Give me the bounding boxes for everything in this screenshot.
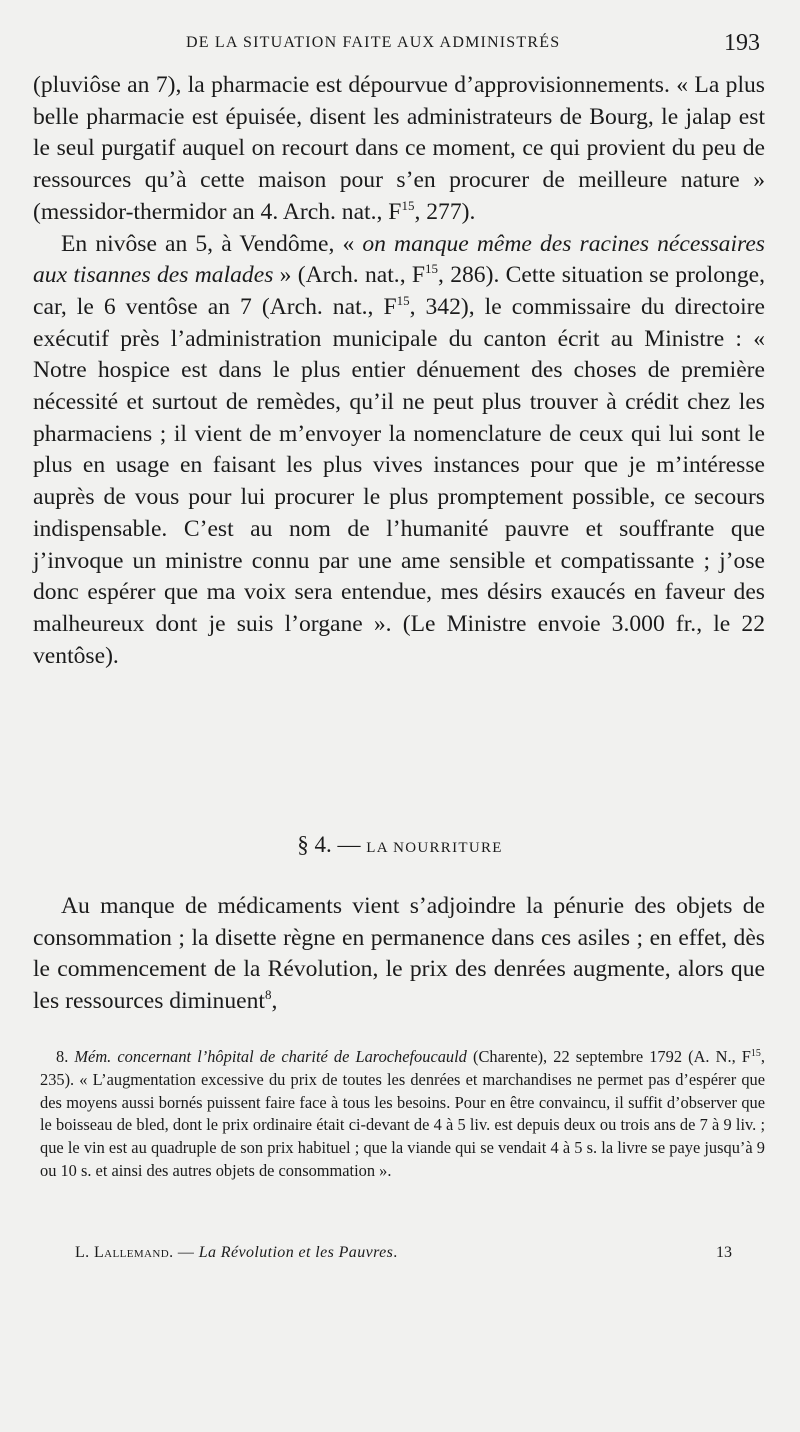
paragraph-2-italic-quote: on manque même des racines nécessaires aux tisannes des malades — [33, 230, 765, 289]
paragraph-1 — [33, 70, 765, 229]
page-number: 193 — [724, 30, 760, 56]
paragraph-2-lead: En nivôse an 5, à Vendôme, « — [61, 230, 363, 257]
footer-end: . — [393, 1244, 398, 1261]
paragraph-3 — [33, 891, 765, 1018]
running-header — [0, 30, 800, 60]
paragraph-1-superscript: 15 — [401, 197, 415, 213]
paragraph-2 — [33, 229, 765, 673]
paragraph-2-mid: , 286). Cette situation se prolonge, car, le 6 ventôse an 7 (Arch. nat., F — [33, 262, 766, 320]
footer-separator: . — — [169, 1244, 199, 1261]
section-title: LA NOURRITURE — [366, 840, 503, 856]
footnote-source-title: Mém. concernant l’hôpital de charité de Larochefoucauld — [74, 1047, 467, 1066]
paragraph-2-superscript-2: 15 — [396, 292, 410, 308]
footnote-number: 8. — [56, 1047, 75, 1066]
paragraph-1-text: (pluviôse an 7), la pharmacie est dépourvue d’approvisionnements. « La plus belle pharmacie est épuisée, disent les administrateurs de Bourg, le jalap est le seul purgatif auquel on recourt dans ce moment, ce qui provient du peu de ressources qu’à cette maison pour s’en procurer de meilleure nature » (messidor-thermidor an 4. Arch. nat., F — [33, 72, 765, 225]
body-text-bottom — [33, 891, 765, 1018]
paragraph-3-tail: , — [271, 988, 278, 1015]
footnote-reference: 8 — [264, 987, 272, 1003]
footnote-source-rest: (Charente), 22 septembre 1792 (A. N., F — [466, 1047, 751, 1066]
paragraph-2-after-quote: » (Arch. nat., F — [273, 262, 426, 289]
running-title: DE LA SITUATION FAITE AUX ADMINISTRÉS — [186, 34, 561, 51]
section-heading — [0, 832, 800, 858]
footer-credit — [75, 1244, 398, 1262]
section-dash: — — [331, 832, 367, 857]
section-number: § 4. — [297, 832, 332, 857]
paragraph-3-text: Au manque de médicaments vient s’adjoindre la pénurie des objets de consommation ; la disette règne en permanence dans ces asiles ; en effet, dès le commencement de la Révolution, le prix des denrées augmente, alors que les ressources diminuent — [33, 893, 765, 1015]
paragraph-2-rest: , 342), le commissaire du directoire exécutif près l’administration municipale du canton écrit au Ministre : « Notre hospice est dans le plus entier dénuement des choses de première nécessité et surtout de remèdes, qu’il ne peut plus trouver à crédit chez les pharmaciens ; il vient de m’envoyer la nomenclature de ceux qui lui sont le plus en usage en faisant les plus vives instances pour que je m’intéresse auprès de vous pour lui procurer le plus promptement possible, ce secours indispensable. C’est au nom de l’humanité pauvre et souffrante que j’invoque un ministre connu par une ame sensible et compatissante ; j’ose donc espérer que ma voix sera entendue, mes désirs exaucés en faveur des malheureux dont je suis l’organe ». (Le Ministre envoie 3.000 fr., le 22 ventôse). — [33, 293, 765, 669]
paragraph-1-tail: , 277). — [414, 198, 476, 225]
page-footer — [0, 1244, 800, 1274]
author-initial: L. — [75, 1244, 94, 1261]
footnote-superscript: 15 — [750, 1048, 761, 1059]
footnote-text: , 235). « L’augmentation excessive du prix de toutes les denrées et marchandises ne permet pas d’espérer que des moyens aussi bornés puissent faire face à tous les besoins. Pour en être convaincu, il suffit d’observer que le boisseau de bled, dont le prix ordinaire était ci-devant de 4 à 5 liv. est depuis deux ou trois ans de 7 à 9 liv. ; que le vin est au quadruple de son prix habituel ; que la viande qui se vendait 4 à 5 s. la livre se paye jusqu’à 9 ou 10 s. et ainsi des autres objets de consommation ». — [40, 1047, 765, 1180]
work-title: La Révolution et les Pauvres — [198, 1244, 394, 1261]
footnote — [40, 1046, 765, 1183]
signature-mark: 13 — [716, 1244, 732, 1261]
footnote-paragraph — [40, 1046, 765, 1183]
author-name: Lallemand — [93, 1244, 170, 1261]
body-text-top — [33, 70, 765, 672]
paragraph-2-superscript-1: 15 — [425, 261, 439, 277]
